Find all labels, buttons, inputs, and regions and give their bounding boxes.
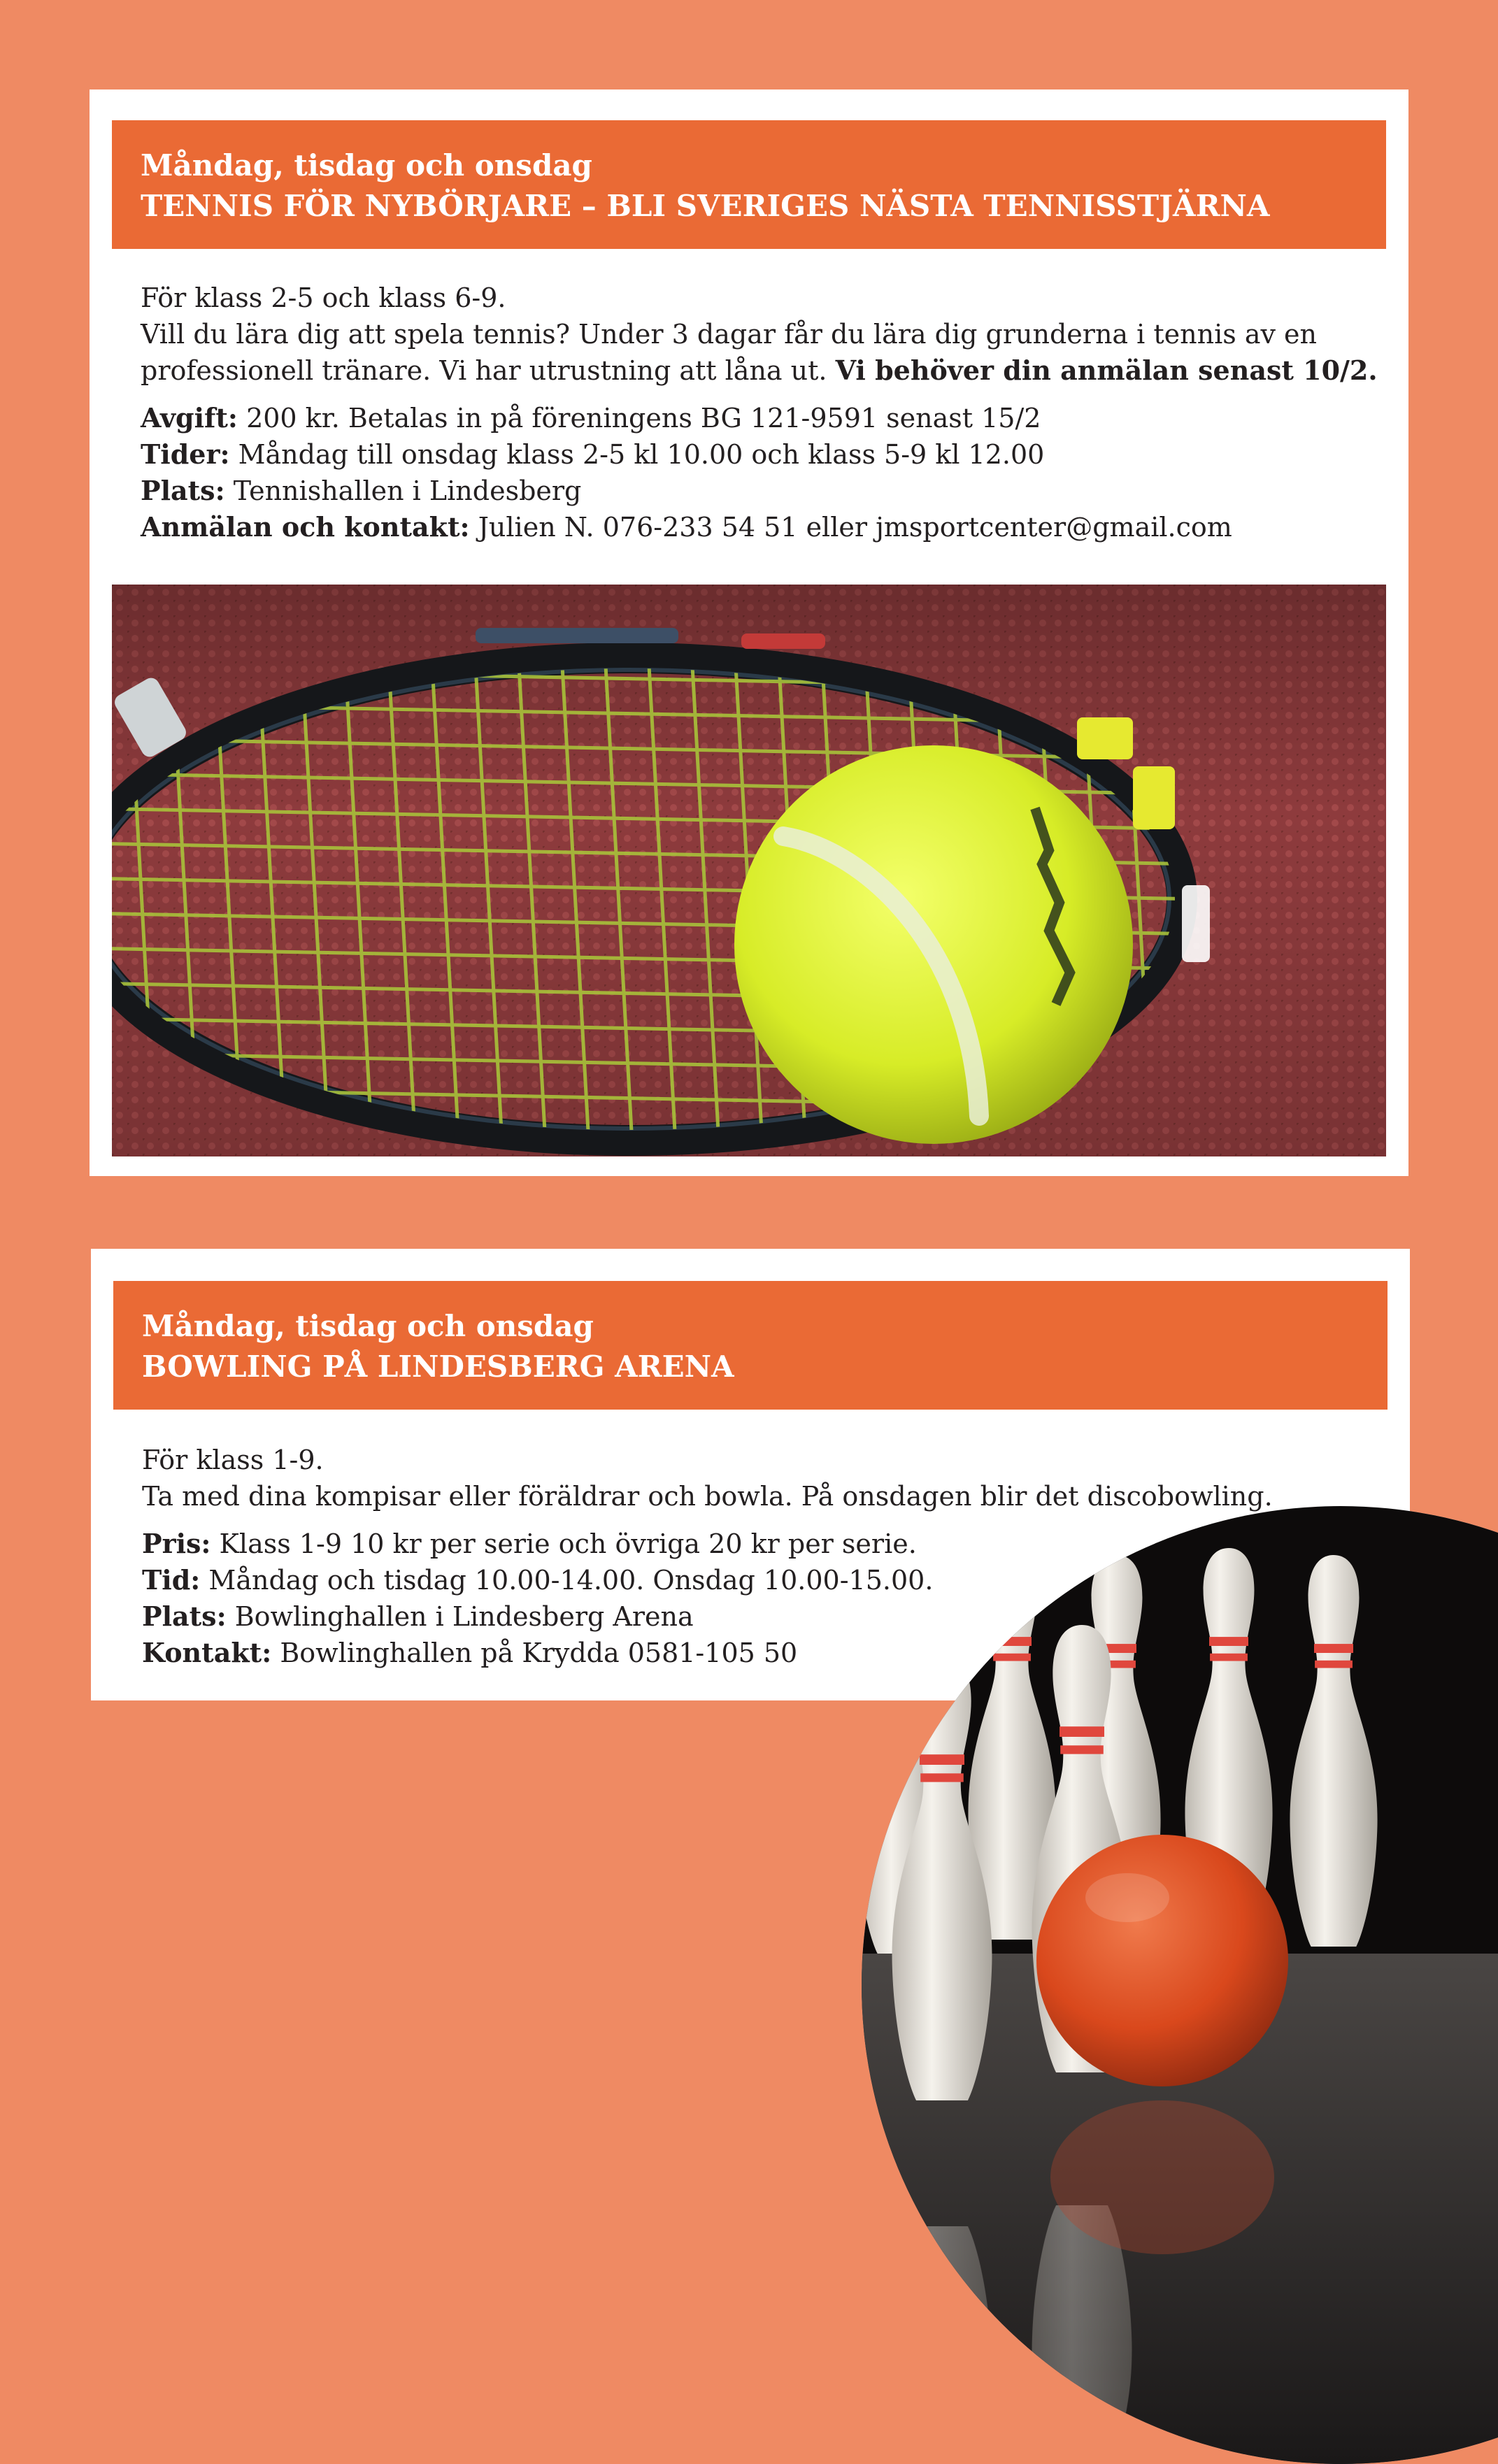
tennis-place: Plats: Tennishallen i Lindesberg [141,475,582,506]
tennis-grades: För klass 2-5 och klass 6-9. [141,282,506,313]
tennis-fee: Avgift: 200 kr. Betalas in på föreningens BG 121-9591 senast 15/2 [141,402,1041,434]
bowling-header [113,1281,1388,1410]
bowling-place: Plats: Bowlinghallen i Lindesberg Arena [142,1600,694,1632]
bowling-price: Pris: Klass 1-9 10 kr per serie och övriga 20 kr per serie. [142,1528,917,1559]
tennis-intro-cont: professionell tränare. Vi har utrustning att låna ut. Vi behöver din anmälan senast 10/2. [141,354,1378,386]
tennis-card [90,89,1408,1176]
tennis-header [112,120,1386,249]
bowling-grades: För klass 1-9. [142,1445,324,1475]
tennis-racket-ball-photo [112,585,1386,1156]
tennis-contact: Anmälan och kontakt: Julien N. 076-233 54 51 eller jmsportcenter@gmail.com [141,511,1232,543]
tennis-body [141,280,1378,545]
tennis-title: TENNIS FÖR NYBÖRJARE – BLI SVERIGES NÄSTA TENNISSTJÄRNA [141,189,1270,223]
tennis-intro: Vill du lära dig att spela tennis? Under 3 dagar får du lära dig grunderna i tennis av en [141,319,1317,350]
bowling-contact: Kontakt: Bowlinghallen på Krydda 0581-105 50 [142,1637,798,1668]
tennis-times: Tider: Måndag till onsdag klass 2-5 kl 10.00 och klass 5-9 kl 12.00 [141,438,1045,470]
tennis-days: Måndag, tisdag och onsdag [141,148,592,182]
tennis-deadline: Vi behöver din anmälan senast 10/2. [835,354,1378,386]
bowling-intro: Ta med dina kompisar eller föräldrar och bowla. På onsdagen blir det discobowling. [142,1481,1273,1512]
bowling-days: Måndag, tisdag och onsdag [142,1309,594,1343]
bowling-time: Tid: Måndag och tisdag 10.00-14.00. Onsdag 10.00-15.00. [142,1564,934,1596]
bowling-title: BOWLING PÅ LINDESBERG ARENA [142,1349,734,1384]
